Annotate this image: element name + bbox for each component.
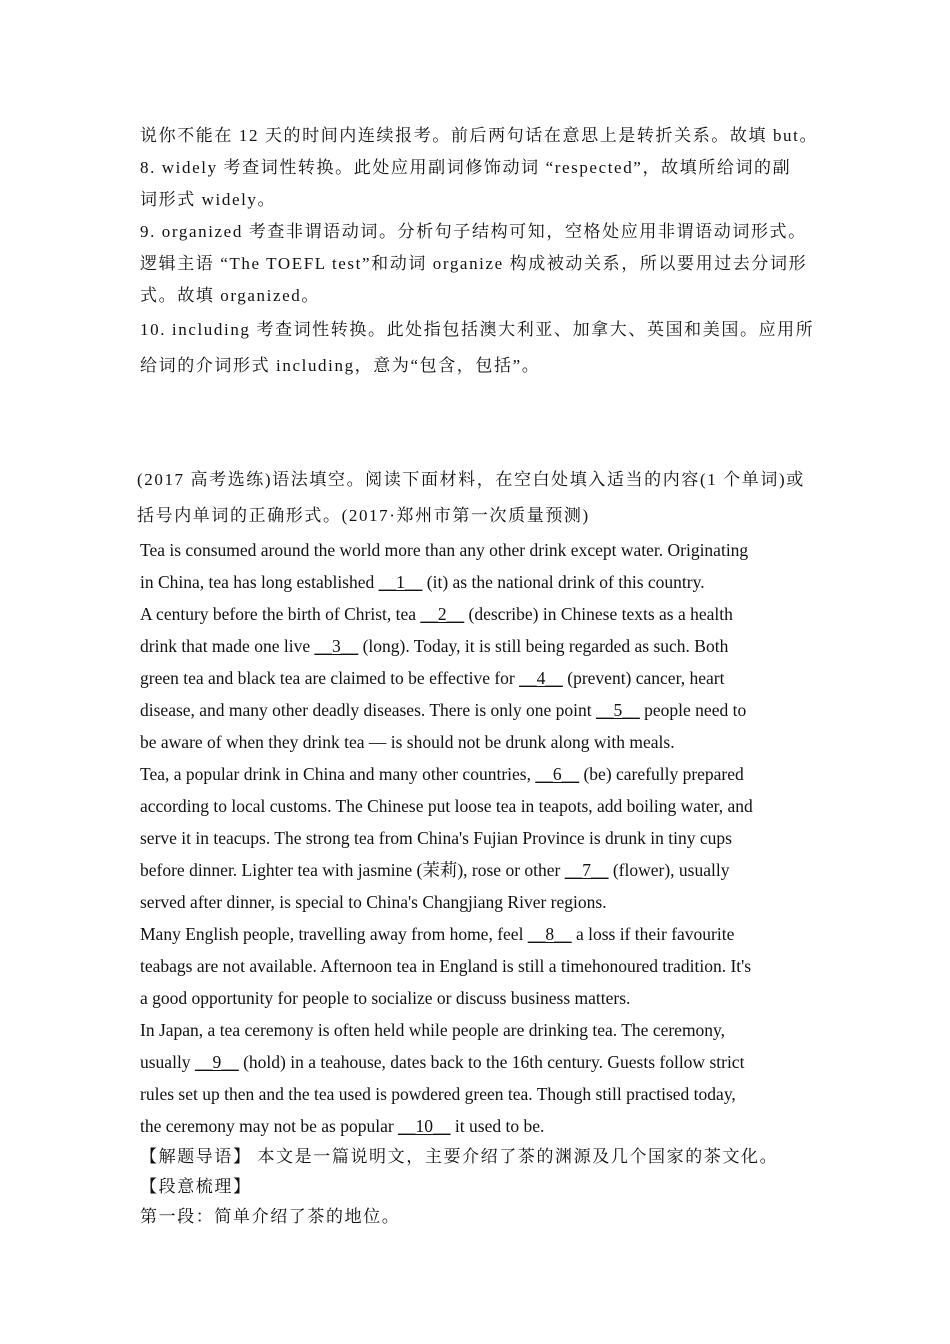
passage-line — [140, 662, 820, 694]
passage-text: (prevent) cancer, heart — [562, 668, 725, 688]
answer-9-line-2: 逻辑主语 “The TOEFL test”和动词 organize 构成被动关系，所以要用过去分词形 — [140, 254, 808, 273]
passage-text: In Japan, a tea ceremony is often held while people are drinking tea. The ceremony, — [140, 1020, 726, 1040]
answer-explanations — [140, 120, 820, 384]
passage-text: (describe) in Chinese texts as a health — [464, 604, 733, 624]
answer-10-line-1: 10. including 考查词性转换。此处指包括澳大利亚、加拿大、英国和美国。应用所 — [140, 320, 815, 339]
passage-text: a loss if their favourite — [571, 924, 735, 944]
answer-blank[interactable]: __2__ — [420, 604, 465, 624]
passage-line — [140, 950, 820, 982]
passage-line — [140, 1014, 820, 1046]
passage-line — [140, 822, 820, 854]
passage-text: drink that made one live — [140, 636, 315, 656]
passage-line — [140, 886, 820, 918]
structure-heading: 【段意梳理】 — [140, 1177, 252, 1196]
passage-text: it used to be. — [450, 1116, 545, 1136]
answer-blank[interactable]: __10__ — [398, 1116, 451, 1136]
passage-line — [140, 1110, 820, 1142]
section-spacer — [140, 384, 820, 462]
passage-line — [140, 982, 820, 1014]
passage-text: be aware of when they drink tea — is should not be drunk along with meals. — [140, 732, 675, 752]
answer-10-line-2: 给词的介词形式 including，意为“包含，包括”。 — [140, 356, 541, 375]
passage-line — [140, 598, 820, 630]
passage-text: Tea is consumed around the world more than any other drink except water. Originating — [140, 540, 749, 560]
passage-text: according to local customs. The Chinese put loose tea in teapots, add boiling water, and — [140, 796, 753, 816]
answer-blank[interactable]: __7__ — [564, 860, 609, 880]
answer-blank[interactable]: __5__ — [596, 700, 640, 720]
passage-line — [140, 790, 820, 822]
paragraph-one-summary: 第一段：简单介绍了茶的地位。 — [140, 1207, 401, 1226]
passage-text: serve it in teacups. The strong tea from China's Fujian Province is drunk in tiny cups — [140, 828, 732, 848]
question-section — [137, 462, 820, 1232]
passage-line — [140, 630, 820, 662]
question-intro-line-1: (2017 高考选练)语法填空。阅读下面材料，在空白处填入适当的内容(1 个单词)或 — [137, 470, 805, 489]
guide-note: 【解题导语】 本文是一篇说明文，主要介绍了茶的渊源及几个国家的茶文化。 — [140, 1147, 779, 1166]
answer-blank[interactable]: __8__ — [527, 924, 572, 944]
passage-text: (hold) in a teahouse, dates back to the 16th century. Guests follow strict — [238, 1052, 745, 1072]
passage-text: (long). Today, it is still being regarded as such. Both — [358, 636, 729, 656]
question-intro-line-2: 括号内单词的正确形式。(2017·郑州市第一次质量预测) — [137, 506, 590, 525]
passage-text: (it) as the national drink of this country. — [422, 572, 705, 592]
passage-line — [140, 534, 820, 566]
passage-text: (be) carefully prepared — [579, 764, 744, 784]
passage-text: A century before the birth of Christ, tea — [140, 604, 421, 624]
passage-line — [140, 918, 820, 950]
passage-text: rules set up then and the tea used is powdered green tea. Though still practised today, — [140, 1084, 736, 1104]
passage-text: green tea and black tea are claimed to be effective for — [140, 668, 520, 688]
passage-text: in China, tea has long established — [140, 572, 379, 592]
answer-blank[interactable]: __3__ — [314, 636, 359, 656]
answer-9-line-1: 9. organized 考查非谓语动词。分析句子结构可知，空格处应用非谓语动词形式。 — [140, 222, 807, 241]
answer-8-line-2: 词形式 widely。 — [140, 190, 277, 209]
passage-line — [140, 694, 820, 726]
answer-9-line-3: 式。故填 organized。 — [140, 286, 320, 305]
passage — [140, 534, 820, 1142]
answer-8-line-1: 8. widely 考查词性转换。此处应用副词修饰动词 “respected”，故填所给词的副 — [140, 158, 792, 177]
passage-text: before dinner. Lighter tea with jasmine (茉莉), rose or other — [140, 860, 565, 880]
passage-text: (flower), usually — [608, 860, 730, 880]
answer-blank[interactable]: __9__ — [194, 1052, 239, 1072]
passage-text: a good opportunity for people to socialize or discuss business matters. — [140, 988, 631, 1008]
passage-line — [140, 726, 820, 758]
answer-7-tail: 说你不能在 12 天的时间内连续报考。前后两句话在意思上是转折关系。故填 but。 — [140, 126, 819, 145]
passage-line — [140, 854, 820, 886]
passage-text: served after dinner, is special to China's Changjiang River regions. — [140, 892, 607, 912]
document-page — [137, 120, 820, 1232]
passage-text: the ceremony may not be as popular — [140, 1116, 399, 1136]
passage-line — [140, 566, 820, 598]
passage-line — [140, 758, 820, 790]
answer-blank[interactable]: __1__ — [378, 572, 423, 592]
passage-text: teabags are not available. Afternoon tea in England is still a timehonoured tradition. It's — [140, 956, 752, 976]
passage-text: Tea, a popular drink in China and many other countries, — [140, 764, 536, 784]
answer-blank[interactable]: __6__ — [535, 764, 580, 784]
passage-text: Many English people, travelling away from home, feel — [140, 924, 528, 944]
passage-line — [140, 1078, 820, 1110]
passage-text: usually — [140, 1052, 195, 1072]
passage-text: disease, and many other deadly diseases. There is only one point — [140, 700, 597, 720]
passage-line — [140, 1046, 820, 1078]
answer-blank[interactable]: __4__ — [519, 668, 563, 688]
passage-text: people need to — [639, 700, 747, 720]
